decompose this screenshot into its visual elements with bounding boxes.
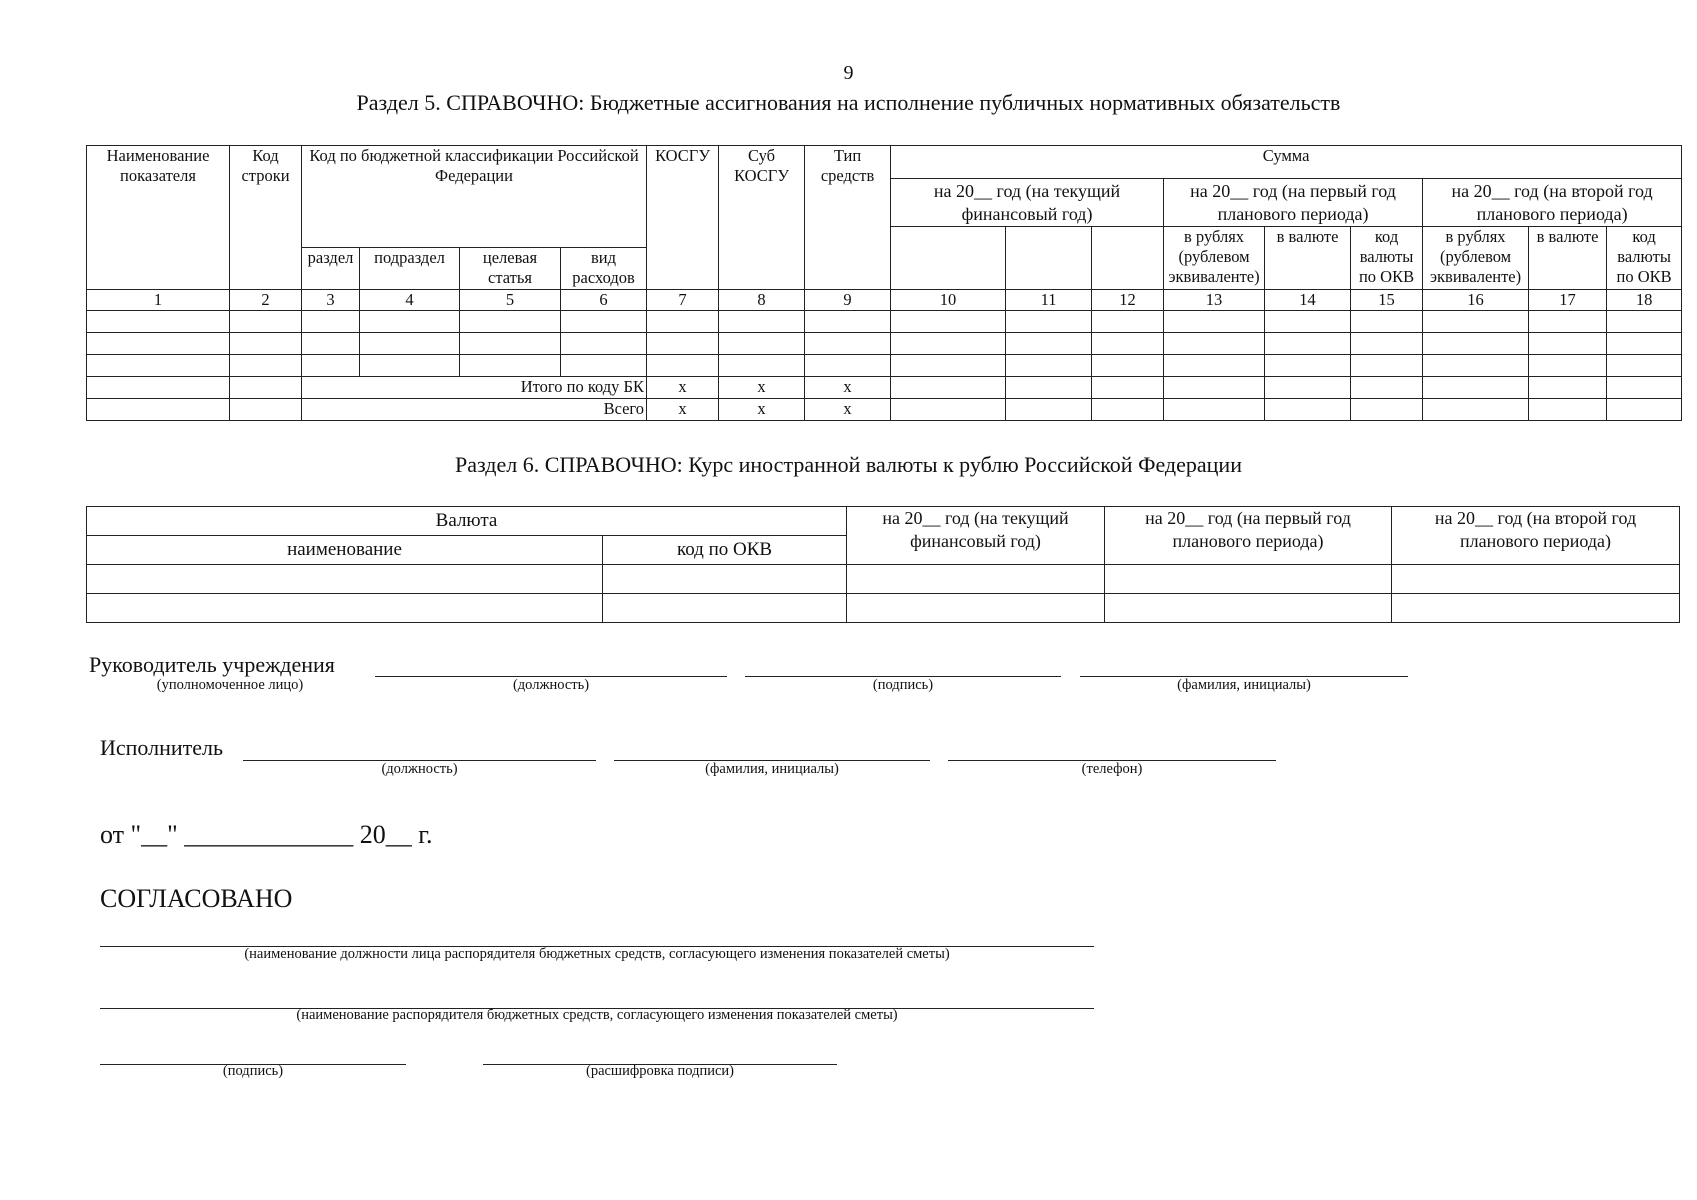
header-year-second: на 20__ год (на второй год планового периода) — [1423, 179, 1682, 227]
header-second-okv: код валюты по ОКВ — [1607, 227, 1682, 290]
header-kosgu: КОСГУ — [647, 146, 719, 290]
header-sub-kosgu: Суб КОСГУ — [719, 146, 805, 290]
x-mark: x — [719, 399, 805, 421]
header-rate-second: на 20__ год (на второй год планового периода) — [1392, 507, 1680, 565]
col-num: 16 — [1423, 290, 1529, 311]
agreed-decode-caption: (расшифровка подписи) — [585, 1063, 735, 1079]
total-all-label: Всего — [302, 399, 647, 421]
head-fio-caption: (фамилия, инициалы) — [1177, 677, 1311, 693]
col-num: 10 — [891, 290, 1006, 311]
col-num: 11 — [1006, 290, 1092, 311]
header-second-currency: в валюте — [1529, 227, 1607, 290]
col-num: 4 — [360, 290, 460, 311]
table-row — [87, 311, 1682, 333]
table-row — [87, 355, 1682, 377]
agreed-org-caption: (наименование распорядителя бюджетных средств, согласующего изменения показателей сметы) — [296, 1007, 898, 1023]
header-current-col11 — [1006, 227, 1092, 290]
agreed-heading: СОГЛАСОВАНО — [100, 884, 293, 913]
col-num: 6 — [561, 290, 647, 311]
total-all-row — [87, 399, 1682, 421]
agreed-signature-caption: (подпись) — [222, 1063, 284, 1079]
header-budget-classification: Код по бюджетной классификации Российской Федерации — [302, 146, 647, 248]
header-year-first: на 20__ год (на первый год планового периода) — [1164, 179, 1423, 227]
header-rate-first: на 20__ год (на первый год планового периода) — [1105, 507, 1392, 565]
col-num: 3 — [302, 290, 360, 311]
date-field[interactable]: от "__" _____________ 20__ г. — [100, 820, 433, 849]
section-6-table — [86, 506, 1680, 623]
section-6-title: Раздел 6. СПРАВОЧНО: Курс иностранной валюты к рублю Российской Федерации — [455, 452, 1242, 477]
col-num: 14 — [1265, 290, 1351, 311]
header-sum: Сумма — [891, 146, 1682, 179]
header-bk-vid: вид расходов — [561, 248, 647, 290]
header-bk-podrazdel: подраздел — [360, 248, 460, 290]
header-indicator-name: Наименование показателя — [87, 146, 230, 290]
executor-phone-caption: (телефон) — [1081, 761, 1143, 777]
header-first-okv: код валюты по ОКВ — [1351, 227, 1423, 290]
col-num: 5 — [460, 290, 561, 311]
header-current-col12 — [1092, 227, 1164, 290]
header-first-currency: в валюте — [1265, 227, 1351, 290]
executor-position-caption: (должность) — [381, 761, 458, 777]
col-num: 9 — [805, 290, 891, 311]
col-num: 2 — [230, 290, 302, 311]
x-mark: x — [719, 377, 805, 399]
head-sub-caption: (уполномоченное лицо) — [156, 677, 304, 693]
agreed-position-caption: (наименование должности лица распорядителя бюджетных средств, согласующего изменения показателей сметы) — [244, 946, 950, 962]
column-numbers-row — [87, 290, 1682, 311]
x-mark: x — [647, 377, 719, 399]
col-num: 13 — [1164, 290, 1265, 311]
x-mark: x — [805, 399, 891, 421]
page-number: 9 — [843, 62, 854, 84]
col-num: 12 — [1092, 290, 1164, 311]
col-num: 1 — [87, 290, 230, 311]
header-bk-target: целевая статья — [460, 248, 561, 290]
header-current-col10 — [891, 227, 1006, 290]
header-rate-current: на 20__ год (на текущий финансовый год) — [847, 507, 1105, 565]
col-num: 18 — [1607, 290, 1682, 311]
header-second-rub: в рублях (рублевом эквиваленте) — [1423, 227, 1529, 290]
head-position-caption: (должность) — [512, 677, 590, 693]
col-num: 17 — [1529, 290, 1607, 311]
executor-label: Исполнитель — [100, 735, 224, 760]
header-currency-name: наименование — [87, 536, 603, 565]
section-5-table — [86, 145, 1682, 421]
x-mark: x — [805, 377, 891, 399]
header-currency-code: код по ОКВ — [603, 536, 847, 565]
head-signature-caption: (подпись) — [872, 677, 934, 693]
executor-fio-caption: (фамилия, инициалы) — [705, 761, 839, 777]
total-bk-row — [87, 377, 1682, 399]
table-row — [87, 565, 1680, 594]
header-currency: Валюта — [87, 507, 847, 536]
header-funds-type: Тип средств — [805, 146, 891, 290]
header-row-code: Код строки — [230, 146, 302, 290]
col-num: 15 — [1351, 290, 1423, 311]
header-first-rub: в рублях (рублевом эквиваленте) — [1164, 227, 1265, 290]
header-bk-razdel: раздел — [302, 248, 360, 290]
col-num: 8 — [719, 290, 805, 311]
head-label: Руководитель учреждения — [89, 652, 335, 677]
total-bk-label: Итого по коду БК — [302, 377, 647, 399]
x-mark: x — [647, 399, 719, 421]
col-num: 7 — [647, 290, 719, 311]
header-year-current: на 20__ год (на текущий финансовый год) — [891, 179, 1164, 227]
section-5-title: Раздел 5. СПРАВОЧНО: Бюджетные ассигнования на исполнение публичных нормативных обязательств — [356, 90, 1341, 115]
table-row — [87, 333, 1682, 355]
table-row — [87, 594, 1680, 623]
